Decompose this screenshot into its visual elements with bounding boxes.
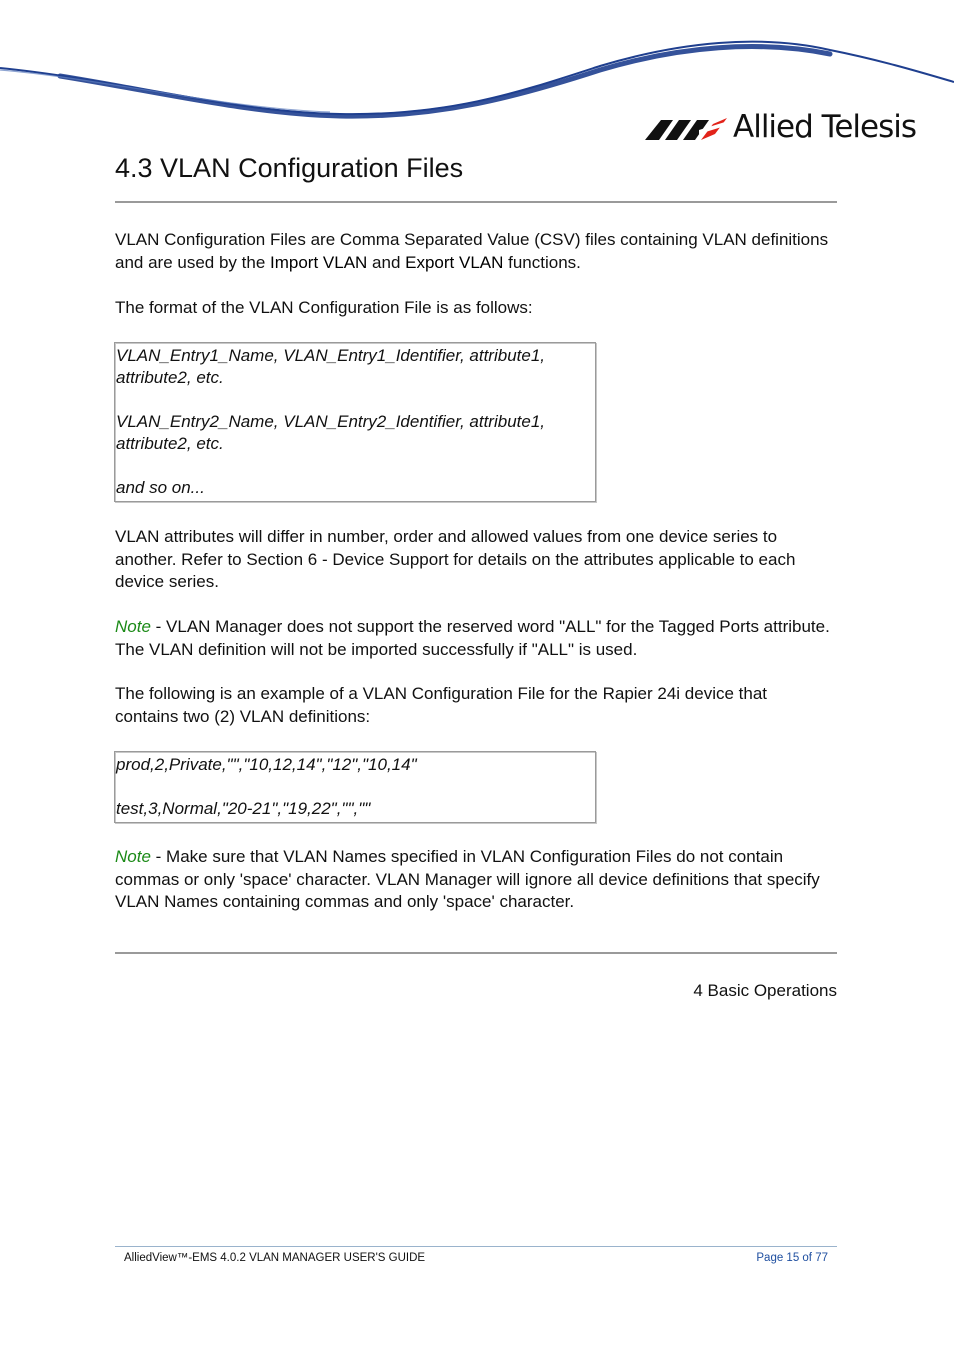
intro-paragraph	[115, 229, 835, 274]
example-intro-paragraph: The following is an example of a VLAN Configuration File for the Rapier 24i device that contains two (2) VLAN definitions:	[115, 684, 768, 726]
note-vlan-names	[115, 846, 835, 914]
attributes-paragraph: VLAN attributes will differ in number, order and allowed values from one device series to another. Refer to Section 6 - Device Support for details on the attributes applicable to each device series.	[115, 527, 796, 591]
logo-wordmark: Allied Telesis	[733, 109, 916, 145]
note-text: - Make sure that VLAN Names specified in VLAN Configuration Files do not contain commas or only 'space' character. VLAN Manager will ignore all device definitions that specify VLAN Names containing commas and only 'space' character.	[115, 847, 820, 911]
footer-rule	[115, 1246, 837, 1247]
format-more: and so on...	[116, 478, 205, 497]
export-vlan-term: Export VLAN	[405, 252, 504, 272]
format-intro-paragraph: The format of the VLAN Configuration File is as follows:	[115, 298, 533, 317]
format-entry-1: VLAN_Entry1_Name, VLAN_Entry1_Identifier, attribute1, attribute2, etc.	[116, 346, 546, 387]
chapter-label: 4 Basic Operations	[693, 981, 837, 1000]
bottom-rule	[115, 952, 837, 954]
format-entry-2: VLAN_Entry2_Name, VLAN_Entry2_Identifier, attribute1, attribute2, etc.	[116, 412, 546, 453]
example-line-2: test,3,Normal,"20-21","19,22","",""	[116, 799, 371, 818]
intro-text-end: functions.	[503, 252, 581, 272]
note-label: Note	[115, 617, 151, 636]
example-line-1: prod,2,Private,"","10,12,14","12","10,14"	[116, 755, 417, 774]
import-vlan-term: Import VLAN	[270, 252, 368, 272]
heading-rule	[115, 201, 837, 203]
allied-telesis-mark-icon	[645, 112, 727, 142]
footer-document-title: AlliedView™-EMS 4.0.2 VLAN MANAGER USER'S GUIDE	[124, 1252, 426, 1264]
note-text: - VLAN Manager does not support the reserved word "ALL" for the Tagged Ports attribute. The VLAN definition will not be imported successfully if "ALL" is used.	[115, 617, 830, 659]
note-label: Note	[115, 847, 151, 866]
example-box	[114, 751, 596, 823]
section-heading: 4.3 VLAN Configuration Files	[115, 153, 464, 183]
allied-telesis-logo	[645, 110, 916, 144]
footer-page-number: Page 15 of 77	[756, 1252, 828, 1264]
intro-text-mid: and	[367, 252, 406, 272]
intro-text-start: VLAN Configuration Files are Comma Separated Value (CSV) files containing VLAN definitions and are used by the	[115, 230, 829, 272]
note-tagged-ports	[115, 616, 835, 661]
format-box	[114, 342, 596, 502]
